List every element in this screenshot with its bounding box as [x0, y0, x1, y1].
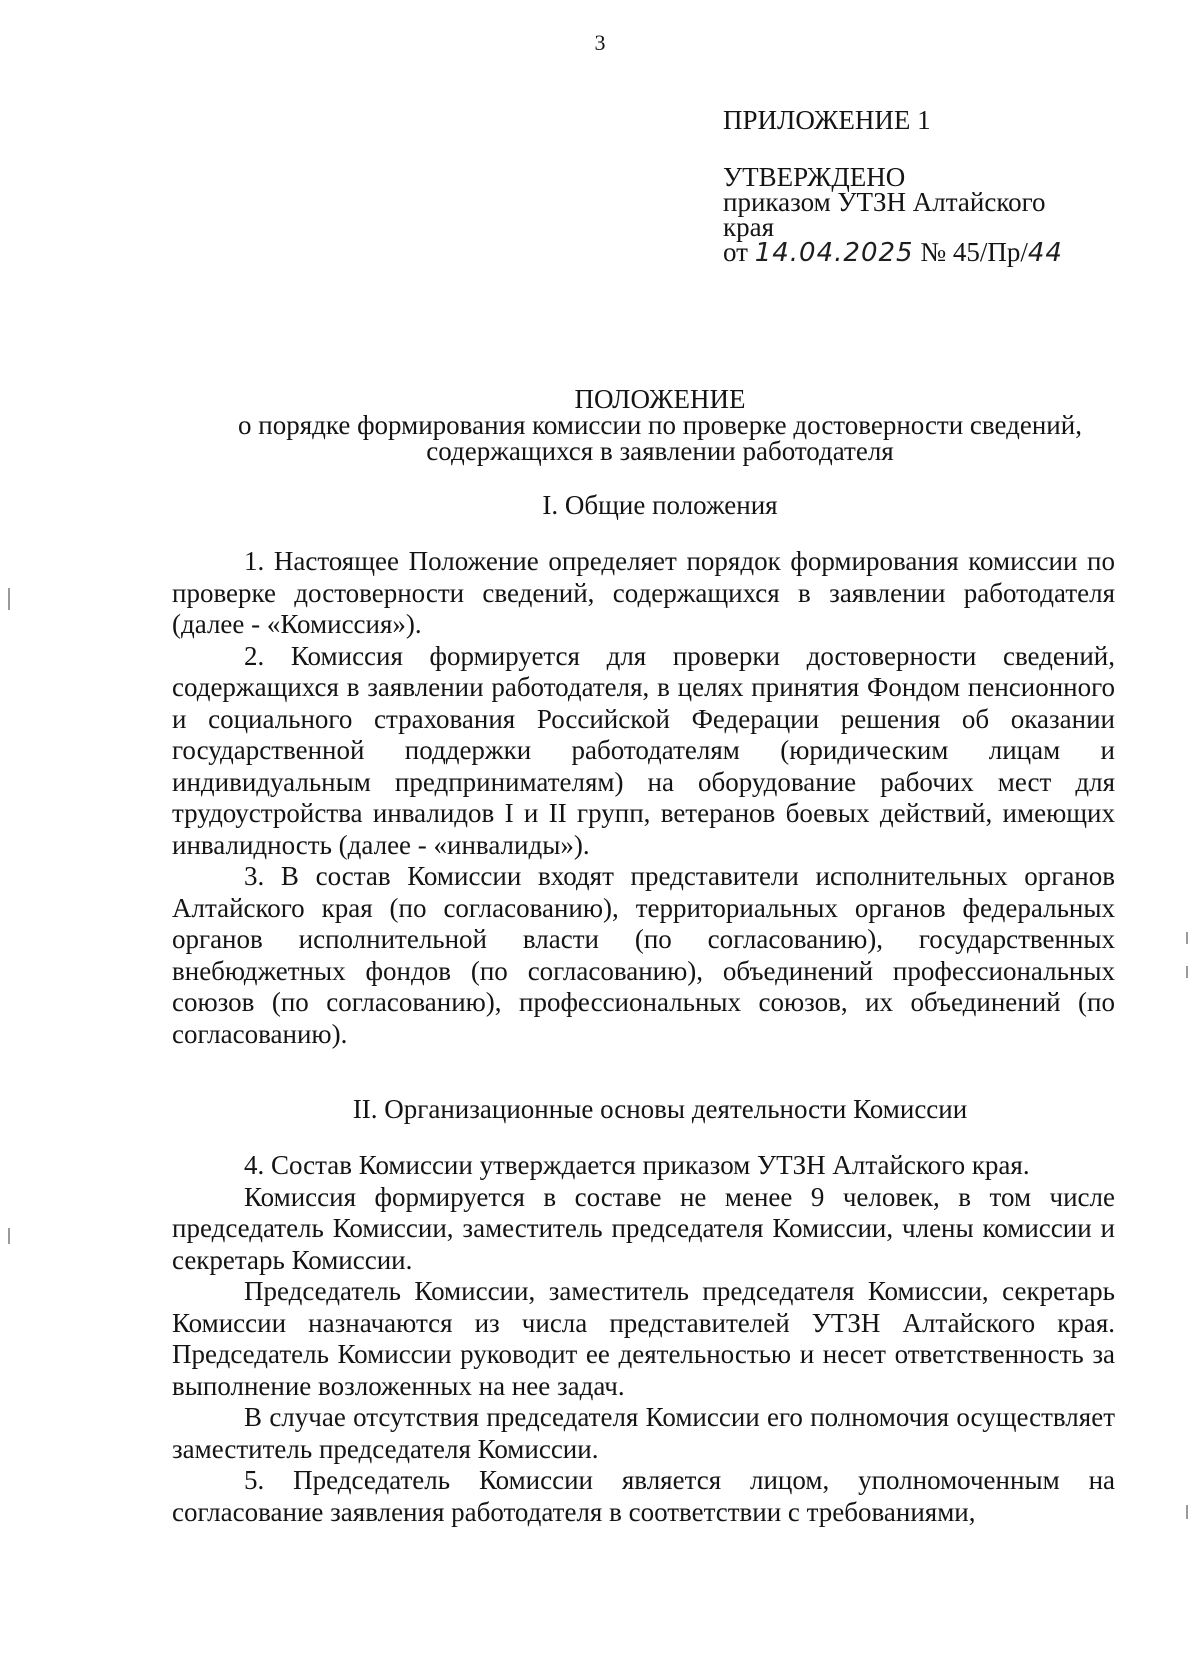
paragraph-4-chairman: Председатель Комиссии, заместитель председателя Комиссии, секретарь Комиссии назначаются из числа представителей УТЗН Алтайского края. Председатель Комиссии руководит ее деятельностью и несет ответственность за выполнение возложенных на нее задач. [172, 1276, 1115, 1401]
paragraph-4-absence: В случае отсутствия председателя Комиссии его полномочия осуществляет заместитель председателя Комиссии. [172, 1402, 1115, 1464]
title-line-1: о порядке формирования комиссии по проверке достоверности сведений, [238, 410, 1082, 440]
paragraph-4: 4. Состав Комиссии утверждается приказом УТЗН Алтайского края. [244, 1150, 1030, 1180]
title-main: ПОЛОЖЕНИЕ [574, 384, 746, 414]
attachment-label: ПРИЛОЖЕНИЕ 1 [723, 105, 931, 135]
paragraph-5: 5. Председатель Комиссии является лицом, уполномоченным на согласование заявления работодателя в соответствии с требованиями, [172, 1465, 1115, 1527]
section-1-heading: I. Общие положения [542, 490, 778, 520]
scan-margin-mark [1186, 966, 1188, 978]
scan-margin-mark [8, 588, 10, 610]
scan-margin-mark [1186, 932, 1188, 944]
scan-margin-mark [1186, 1505, 1188, 1519]
order-date-number-line [723, 237, 1143, 268]
from-prefix: от [723, 237, 748, 267]
handwritten-number: 44 [1027, 238, 1063, 268]
approved-label: УТВЕРЖДЕНО [723, 162, 906, 192]
approval-block [723, 105, 1143, 268]
scan-margin-mark [8, 1228, 10, 1244]
paragraph-4-composition: Комиссия формируется в составе не менее 9 человек, в том числе председатель Комиссии, заместитель председателя Комиссии, члены комиссии и секретарь Комиссии. [172, 1181, 1115, 1275]
section-2-body [172, 1150, 1115, 1528]
section-2-heading: II. Организационные основы деятельности Комиссии [352, 1094, 968, 1124]
order-number-prefix: № 45/Пр/ [920, 237, 1028, 267]
title-line-2: содержащихся в заявлении работодателя [426, 436, 894, 466]
handwritten-date: 14.04.2025 [754, 238, 914, 268]
section-1-body [172, 546, 1115, 1050]
order-line-1: приказом УТЗН Алтайского [723, 187, 1046, 217]
page-number: 3 [594, 30, 606, 55]
paragraph-2: 2. Комиссия формируется для проверки достоверности сведений, содержащихся в заявлении работодателя, в целях принятия Фондом пенсионного и социального страхования Российской Федерации решения об оказании государственной поддержки работодателям (юридическим лицам и индивидуальным предпринимателям) на оборудование рабочих мест для трудоустройства инвалидов I и II групп, ветеранов боевых действий, имеющих инвалидность (далее - «инвалиды»). [172, 640, 1115, 860]
paragraph-1: 1. Настоящее Положение определяет порядок формирования комиссии по проверке достоверности сведений, содержащихся в заявлении работодателя (далее - «Комиссия»). [172, 546, 1115, 639]
document-title [170, 386, 1150, 464]
order-line-2: края [723, 212, 775, 242]
paragraph-3: 3. В состав Комиссии входят представители исполнительных органов Алтайского края (по согласованию), территориальных органов федеральных органов исполнительной власти (по согласованию), государственных внебюджетных фондов (по согласованию), объединений профессиональных союзов (по согласованию), профессиональных союзов, их объединений (по согласованию). [172, 861, 1115, 1049]
